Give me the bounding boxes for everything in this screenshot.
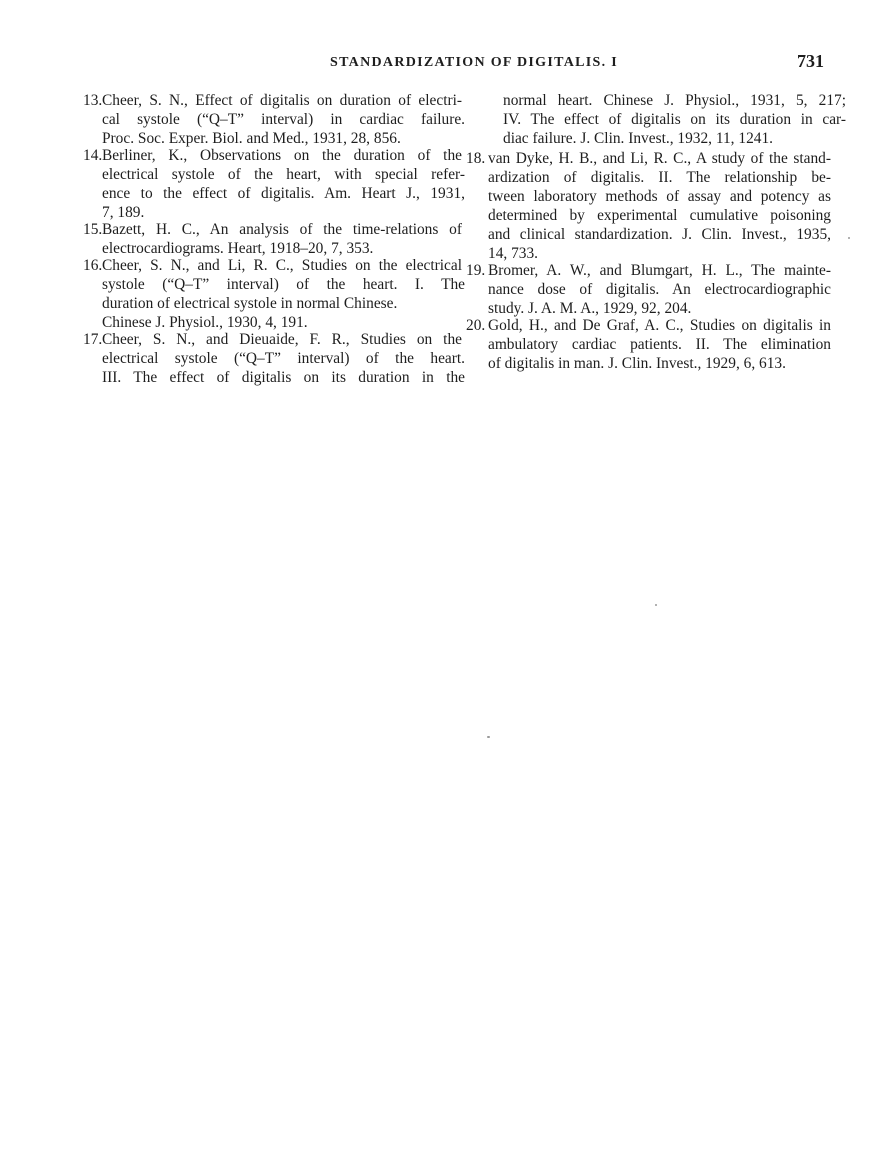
reference-line: 7, 189. — [102, 204, 145, 221]
reference-line: duration of electrical systole in normal Chinese. — [102, 295, 398, 312]
reference-line: of digitalis in man. J. Clin. Invest., 1929, 6, 613. — [488, 355, 786, 372]
scan-speck — [655, 604, 657, 606]
reference-line: systole (“Q–T” interval) of the heart. I. The — [102, 276, 465, 293]
reference-line: and clinical standardization. J. Clin. Invest., 1935, — [488, 226, 831, 243]
running-head: STANDARDIZATION OF DIGITALIS. I — [330, 55, 618, 70]
reference-line: III. The effect of digitalis on its duration in the — [102, 369, 465, 386]
reference-line: electrocardiograms. Heart, 1918–20, 7, 353. — [102, 240, 374, 257]
scan-speck — [487, 736, 490, 738]
reference-line: study. J. A. M. A., 1929, 92, 204. — [488, 300, 692, 317]
reference-line: Bazett, H. C., An analysis of the time-relations of — [102, 221, 462, 238]
reference-number: 15. — [83, 221, 103, 238]
reference-line: ence to the effect of digitalis. Am. Heart J., 1931, — [102, 185, 465, 202]
reference-line: Proc. Soc. Exper. Biol. and Med., 1931, 28, 856. — [102, 130, 401, 147]
reference-line: Cheer, S. N., and Dieuaide, F. R., Studies on the — [102, 331, 462, 348]
reference-number: 14. — [83, 147, 103, 164]
reference-number: 16. — [83, 257, 103, 274]
reference-line: 14, 733. — [488, 245, 539, 262]
reference-line: Cheer, S. N., Effect of digitalis on duration of electri- — [102, 92, 462, 109]
reference-line: diac failure. J. Clin. Invest., 1932, 11, 1241. — [503, 130, 774, 147]
reference-line: ardization of digitalis. II. The relationship be- — [488, 169, 831, 186]
reference-line: IV. The effect of digitalis on its duration in car- — [503, 111, 846, 128]
reference-line: ambulatory cardiac patients. II. The elimination — [488, 336, 831, 353]
page-number: 731 — [797, 51, 824, 71]
reference-line: Cheer, S. N., and Li, R. C., Studies on the electrical — [102, 257, 462, 274]
reference-line: normal heart. Chinese J. Physiol., 1931, 5, 217; — [503, 92, 846, 109]
reference-line: cal systole (“Q–T” interval) in cardiac failure. — [102, 111, 465, 128]
reference-line: electrical systole of the heart, with special refer- — [102, 166, 465, 183]
reference-line: van Dyke, H. B., and Li, R. C., A study of the stand- — [488, 150, 831, 167]
reference-number: 13. — [83, 92, 103, 109]
reference-number: 19. — [466, 262, 486, 279]
reference-line: Gold, H., and De Graf, A. C., Studies on digitalis in — [488, 317, 831, 334]
reference-line: Chinese J. Physiol., 1930, 4, 191. — [102, 314, 308, 331]
reference-line: tween laboratory methods of assay and potency as — [488, 188, 831, 205]
reference-line: determined by experimental cumulative poisoning — [488, 207, 831, 224]
reference-number: 18. — [466, 150, 486, 167]
reference-number: 20. — [466, 317, 486, 334]
reference-line: Berliner, K., Observations on the duration of the — [102, 147, 462, 164]
scan-speck — [848, 237, 850, 239]
reference-line: Bromer, A. W., and Blumgart, H. L., The mainte- — [488, 262, 831, 279]
reference-line: electrical systole (“Q–T” interval) of the heart. — [102, 350, 465, 367]
reference-number: 17. — [83, 331, 103, 348]
reference-line: nance dose of digitalis. An electrocardiographic — [488, 281, 831, 298]
